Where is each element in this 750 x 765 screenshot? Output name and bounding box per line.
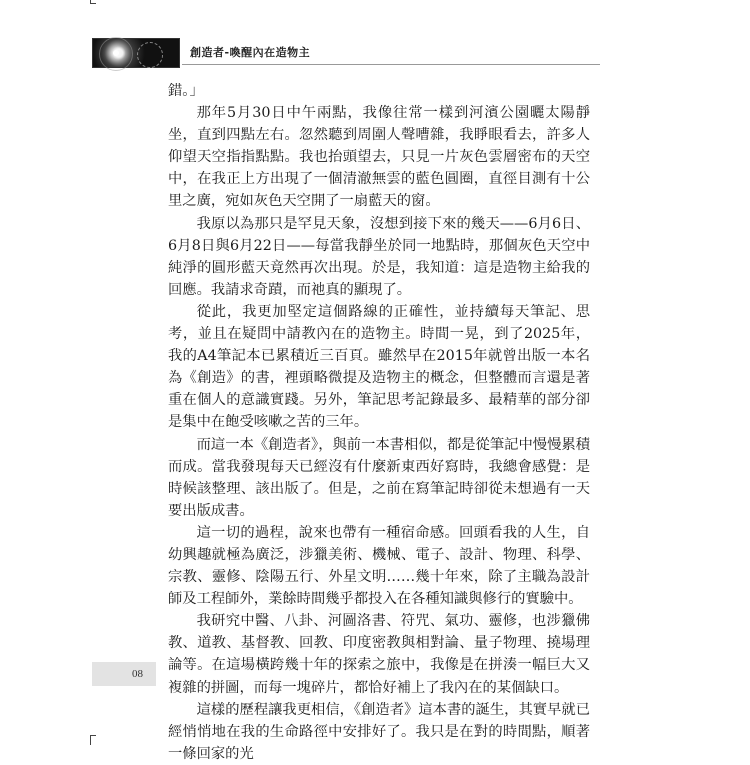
paragraph: 從此，我更加堅定這個路線的正確性，並持續每天筆記、思考，並且在疑問中請教內在的造物主。時間一晃，到了2025年，我的A4筆記本已累積近三百頁。雖然早在2015年就曾出版一本名為《創造》的書，裡頭略微提及造物主的概念，但整體而言還是著重在個人的意識實踐。另外，筆記思考記錄最多、最精華的部分卻是集中在飽受咳嗽之苦的三年。 (168, 303, 590, 431)
body-text (168, 80, 590, 765)
starry-sky-banner-icon (92, 38, 180, 68)
crop-mark-top (90, 0, 96, 4)
paragraph: 我研究中醫、八卦、河圖洛書、符咒、氣功、靈修，也涉獵佛教、道教、基督教、回教、印度密教與相對論、量子物理、撓場理論等。在這場橫跨幾十年的探索之旅中，我像是在拼湊一幅巨大又複雜的拼圖，而每一塊碎片，都恰好補上了我內在的某個缺口。 (168, 613, 590, 696)
paragraph: 這樣的歷程讓我更相信，《創造者》這本書的誕生，其實早就已經悄悄地在我的生命路徑中安排好了。我只是在對的時間點，順著一條回家的光 (168, 701, 590, 762)
paragraph: 那年5月30日中午兩點，我像往常一樣到河濱公園曬太陽靜坐，直到四點左右。忽然聽到周圍人聲嘈雜，我睜眼看去，許多人仰望天空指指點點。我也抬頭望去，只見一片灰色雲層密布的天空中，在我正上方出現了一個清澈無雲的藍色圓圈，直徑目測有十公里之廣，宛如灰色天空開了一扇藍天的窗。 (168, 105, 590, 210)
paragraph: 這一切的過程，說來也帶有一種宿命感。回頭看我的人生，自幼興趣就極為廣泛，涉獵美術、機械、電子、設計、物理、科學、宗教、靈修、陰陽五行、外星文明……幾十年來，除了主職為設計師及工程師外，業餘時間幾乎都投入在各種知識與修行的實驗中。 (168, 524, 590, 608)
running-header-title: 創造者-喚醒內在造物主 (190, 46, 311, 59)
page-number: 08 (132, 668, 143, 680)
page-number-tab (92, 662, 156, 686)
paragraph: 錯。」 (168, 83, 204, 99)
header-divider (182, 64, 600, 65)
paragraph: 我原以為那只是罕見天象，沒想到接下來的幾天——6月6日、6月8日與6月22日——每當我靜坐於同一地點時，那個灰色天空中純淨的圓形藍天竟然再次出現。於是，我知道：這是造物主給我的回應。我請求奇蹟，而祂真的顯現了。 (168, 215, 590, 298)
paragraph: 而這一本《創造者》，與前一本書相似，都是從筆記中慢慢累積而成。當我發現每天已經沒有什麼新東西好寫時，我總會感覺：是時候該整理、該出版了。但是，之前在寫筆記時卻從未想過有一天要出版成書。 (168, 436, 590, 519)
crop-mark-bottom (90, 735, 96, 745)
